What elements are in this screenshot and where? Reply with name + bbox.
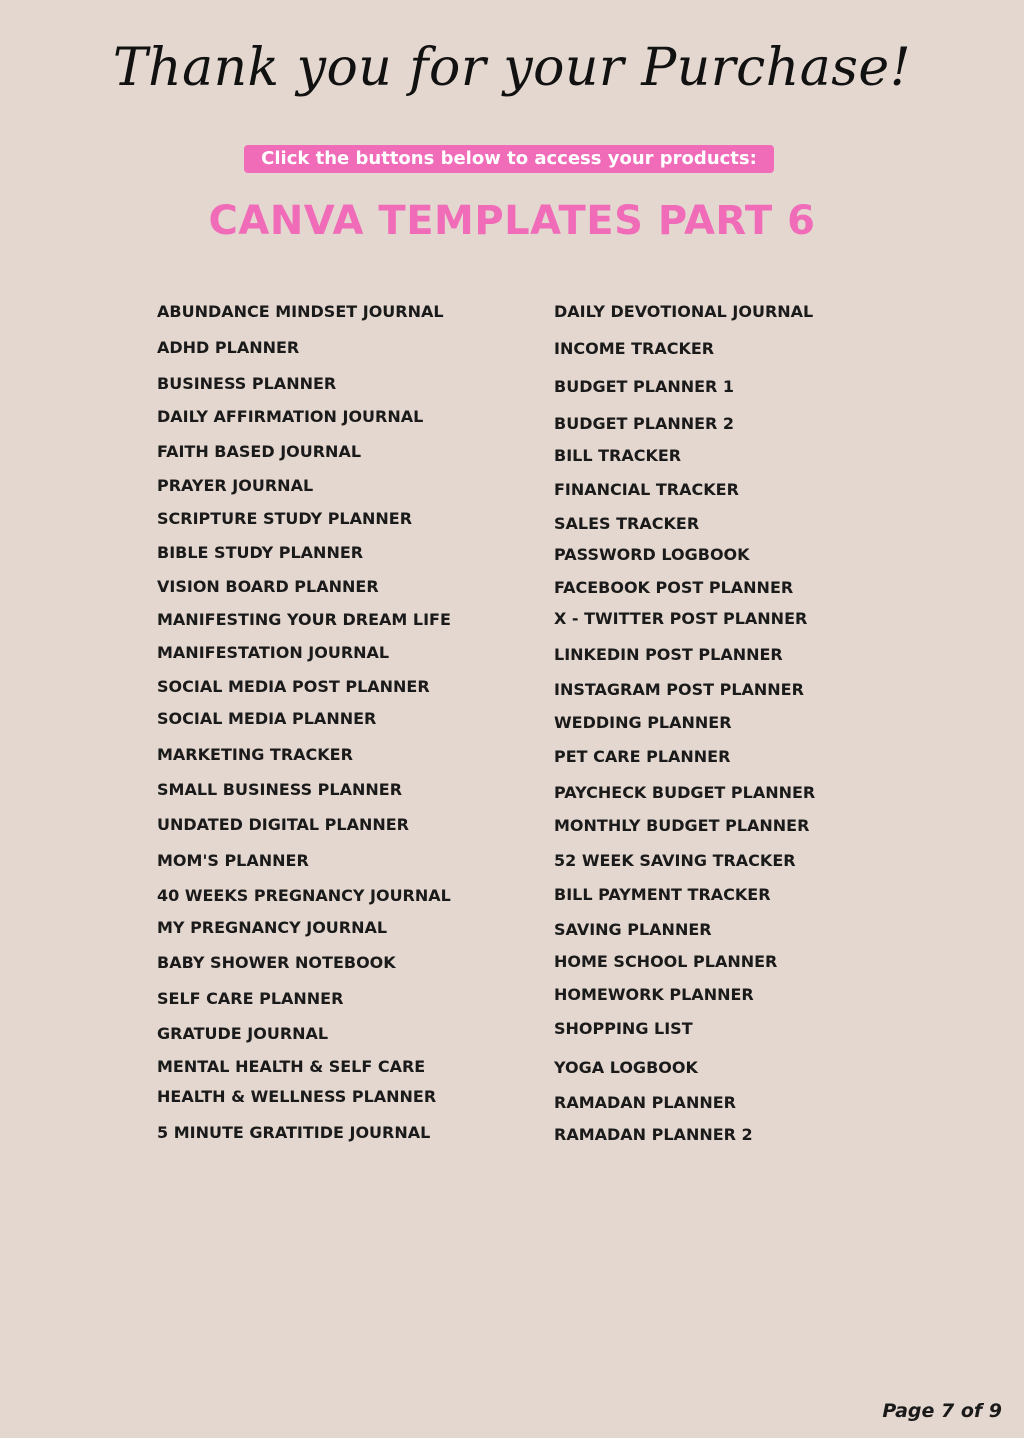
product-link[interactable]: MENTAL HEALTH & SELF CARE — [157, 1057, 426, 1076]
product-link[interactable]: HEALTH & WELLNESS PLANNER — [157, 1087, 437, 1106]
product-link[interactable]: BUDGET PLANNER 2 — [554, 414, 735, 433]
product-link[interactable]: BUDGET PLANNER 1 — [554, 377, 735, 396]
product-link[interactable]: HOME SCHOOL PLANNER — [554, 952, 778, 971]
product-link[interactable]: WEDDING PLANNER — [554, 713, 732, 732]
product-link[interactable]: RAMADAN PLANNER — [554, 1093, 736, 1112]
product-link[interactable]: 52 WEEK SAVING TRACKER — [554, 851, 796, 870]
product-link[interactable]: BUSINESS PLANNER — [157, 374, 337, 393]
product-link[interactable]: MOM'S PLANNER — [157, 851, 309, 870]
product-link[interactable]: MARKETING TRACKER — [157, 745, 353, 764]
product-link[interactable]: PET CARE PLANNER — [554, 747, 731, 766]
product-link[interactable]: RAMADAN PLANNER 2 — [554, 1125, 753, 1144]
product-link[interactable]: PRAYER JOURNAL — [157, 476, 314, 495]
access-products-banner: Click the buttons below to access your products: — [244, 145, 774, 173]
product-link[interactable]: FACEBOOK POST PLANNER — [554, 578, 794, 597]
product-link[interactable]: MONTHLY BUDGET PLANNER — [554, 816, 810, 835]
product-link[interactable]: LINKEDIN POST PLANNER — [554, 645, 783, 664]
product-link[interactable]: SCRIPTURE STUDY PLANNER — [157, 509, 413, 528]
thank-you-heading: Thank you for your Purchase! — [112, 38, 912, 98]
product-link[interactable]: INSTAGRAM POST PLANNER — [554, 680, 804, 699]
product-link[interactable]: MANIFESTING YOUR DREAM LIFE — [157, 610, 451, 629]
product-link[interactable]: PASSWORD LOGBOOK — [554, 545, 750, 564]
product-link[interactable]: SMALL BUSINESS PLANNER — [157, 780, 403, 799]
product-link[interactable]: SOCIAL MEDIA PLANNER — [157, 709, 377, 728]
product-link[interactable]: PAYCHECK BUDGET PLANNER — [554, 783, 816, 802]
product-link[interactable]: GRATUDE JOURNAL — [157, 1024, 329, 1043]
page-title: CANVA TEMPLATES PART 6 — [208, 198, 816, 244]
product-link[interactable]: HOMEWORK PLANNER — [554, 985, 754, 1004]
product-link[interactable]: SALES TRACKER — [554, 514, 700, 533]
product-link[interactable]: INCOME TRACKER — [554, 339, 715, 358]
product-link[interactable]: UNDATED DIGITAL PLANNER — [157, 815, 409, 834]
product-link[interactable]: YOGA LOGBOOK — [554, 1058, 698, 1077]
product-link[interactable]: BIBLE STUDY PLANNER — [157, 543, 364, 562]
product-link[interactable]: MY PREGNANCY JOURNAL — [157, 918, 388, 937]
page-number: Page 7 of 9 — [882, 1400, 1002, 1422]
product-link[interactable]: MANIFESTATION JOURNAL — [157, 643, 390, 662]
product-link[interactable]: FAITH BASED JOURNAL — [157, 442, 362, 461]
product-link[interactable]: SAVING PLANNER — [554, 920, 712, 939]
product-link[interactable]: ADHD PLANNER — [157, 338, 300, 357]
product-link[interactable]: DAILY AFFIRMATION JOURNAL — [157, 407, 424, 426]
product-link[interactable]: ABUNDANCE MINDSET JOURNAL — [157, 302, 444, 321]
product-link[interactable]: FINANCIAL TRACKER — [554, 480, 739, 499]
product-link[interactable]: SHOPPING LIST — [554, 1019, 693, 1038]
product-link[interactable]: SELF CARE PLANNER — [157, 989, 344, 1008]
product-link[interactable]: VISION BOARD PLANNER — [157, 577, 379, 596]
product-link[interactable]: BILL PAYMENT TRACKER — [554, 885, 771, 904]
product-link[interactable]: 5 MINUTE GRATITIDE JOURNAL — [157, 1123, 431, 1142]
product-link[interactable]: DAILY DEVOTIONAL JOURNAL — [554, 302, 814, 321]
product-link[interactable]: BILL TRACKER — [554, 446, 682, 465]
product-link[interactable]: 40 WEEKS PREGNANCY JOURNAL — [157, 886, 451, 905]
product-link[interactable]: X - TWITTER POST PLANNER — [554, 609, 808, 628]
product-link[interactable]: SOCIAL MEDIA POST PLANNER — [157, 677, 430, 696]
product-link[interactable]: BABY SHOWER NOTEBOOK — [157, 953, 396, 972]
